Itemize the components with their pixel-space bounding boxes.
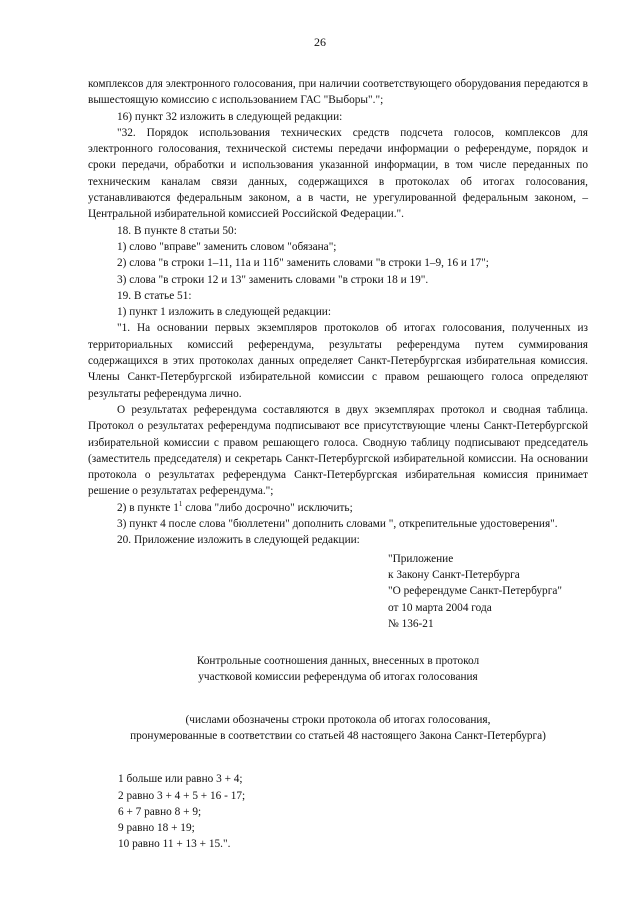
paragraph-item-20: 20. Приложение изложить в следующей редакции: <box>117 534 360 547</box>
appendix-line: от 10 марта 2004 года <box>388 601 492 614</box>
relation-item: 2 равно 3 + 4 + 5 + 16 - 17; <box>118 789 246 802</box>
paragraph-item-19: 19. В статье 51: <box>117 289 192 302</box>
section-heading <box>88 653 588 686</box>
note-line-1: (числами обозначены строки протокола об итогах голосования, <box>185 713 491 726</box>
relation-item: 9 равно 18 + 19; <box>118 822 195 835</box>
page-number: 26 <box>314 35 326 49</box>
paragraph-item-18: 18. В пункте 8 статьи 50: <box>117 224 237 237</box>
paragraph-results: О результатах референдума составляются в двух экземплярах протокол и сводная таблица. Протокол о результатах референдума подписывают все присутствующие члены Санкт-Петербургской избирательной комиссии с правом решающего голоса. Сводную таблицу подписывают председатель (заместитель председателя) и секретарь Санкт-Петербургской избирательной комиссии. На основании протокола о результатах референдума Санкт-Петербургская избирательная комиссия принимает решение о результатах референдума."; <box>88 403 588 498</box>
heading-line-1: Контрольные соотношения данных, внесенных в протокол <box>196 655 480 668</box>
paragraph-sub-2: 2) слова "в строки 1–11, 11а и 11б" заменить словами "в строки 1–9, 16 и 17"; <box>117 257 489 270</box>
paragraph-continuation: комплексов для электронного голосования, при наличии соответствующего оборудования передаются в вышестоящую комиссию с использованием ГАС "Выборы"."; <box>88 78 588 107</box>
paragraph-sub-1: 1) слово "вправе" заменить словом "обязана"; <box>117 240 337 253</box>
relation-item: 1 больше или равно 3 + 4; <box>118 773 243 786</box>
superscript-1: 1 <box>178 499 183 508</box>
sub-2b-before: 2) в пункте 1 <box>117 501 179 514</box>
paragraph-sub-2b <box>88 500 588 516</box>
control-relations-list <box>118 771 588 852</box>
appendix-line: "О референдуме Санкт-Петербурга" <box>388 585 562 598</box>
appendix-line: к Закону Санкт-Петербурга <box>388 568 520 581</box>
paragraph-sub-3b: 3) пункт 4 после слова "бюллетени" дополнить словами ", открепительные удостоверения". <box>117 518 558 531</box>
paragraph-point-1: "1. На основании первых экземпляров протоколов об итогах голосования, полученных из территориальных комиссий референдума, результаты референдума путем суммирования содержащихся в этих протоколах данных определяет Санкт-Петербургская избирательная комиссия. Члены Санкт-Петербургской избирательной комиссии с правом решающего голоса определяют результаты референдума лично. <box>88 322 588 400</box>
document-body <box>88 76 588 853</box>
paragraph-sub-3: 3) слова "в строки 12 и 13" заменить словами "в строки 18 и 19". <box>117 273 429 286</box>
appendix-line: № 136-21 <box>388 617 434 630</box>
relation-item: 10 равно 11 + 13 + 15.". <box>118 838 231 851</box>
sub-2b-after: слова "либо досрочно" исключить; <box>182 501 353 514</box>
paragraph-point-32: "32. Порядок использования технических средств подсчета голосов, комплексов для электронного голосования, технической системы передачи информации о референдуме, порядок и сроки передачи, обработки и использования указанной информации, в том числе переданных по техническим каналам связи данных, содержащихся в протоколах об итогах голосования, устанавливаются федеральным законом, а в части, не урегулированной федеральным законом, – Центральной избирательной комиссией Российской Федерации.". <box>88 126 588 221</box>
relation-item: 6 + 7 равно 8 + 9; <box>118 805 202 818</box>
paragraph-sub-1b: 1) пункт 1 изложить в следующей редакции: <box>117 306 331 319</box>
appendix-line: "Приложение <box>388 552 454 565</box>
paragraph-item-16: 16) пункт 32 изложить в следующей редакции: <box>117 110 343 123</box>
heading-note <box>88 712 588 745</box>
appendix-reference <box>388 551 588 632</box>
note-line-2: пронумерованные в соответствии со статьей 48 настоящего Закона Санкт-Петербурга) <box>130 729 546 742</box>
heading-line-2: участковой комиссии референдума об итогах голосования <box>198 671 478 684</box>
